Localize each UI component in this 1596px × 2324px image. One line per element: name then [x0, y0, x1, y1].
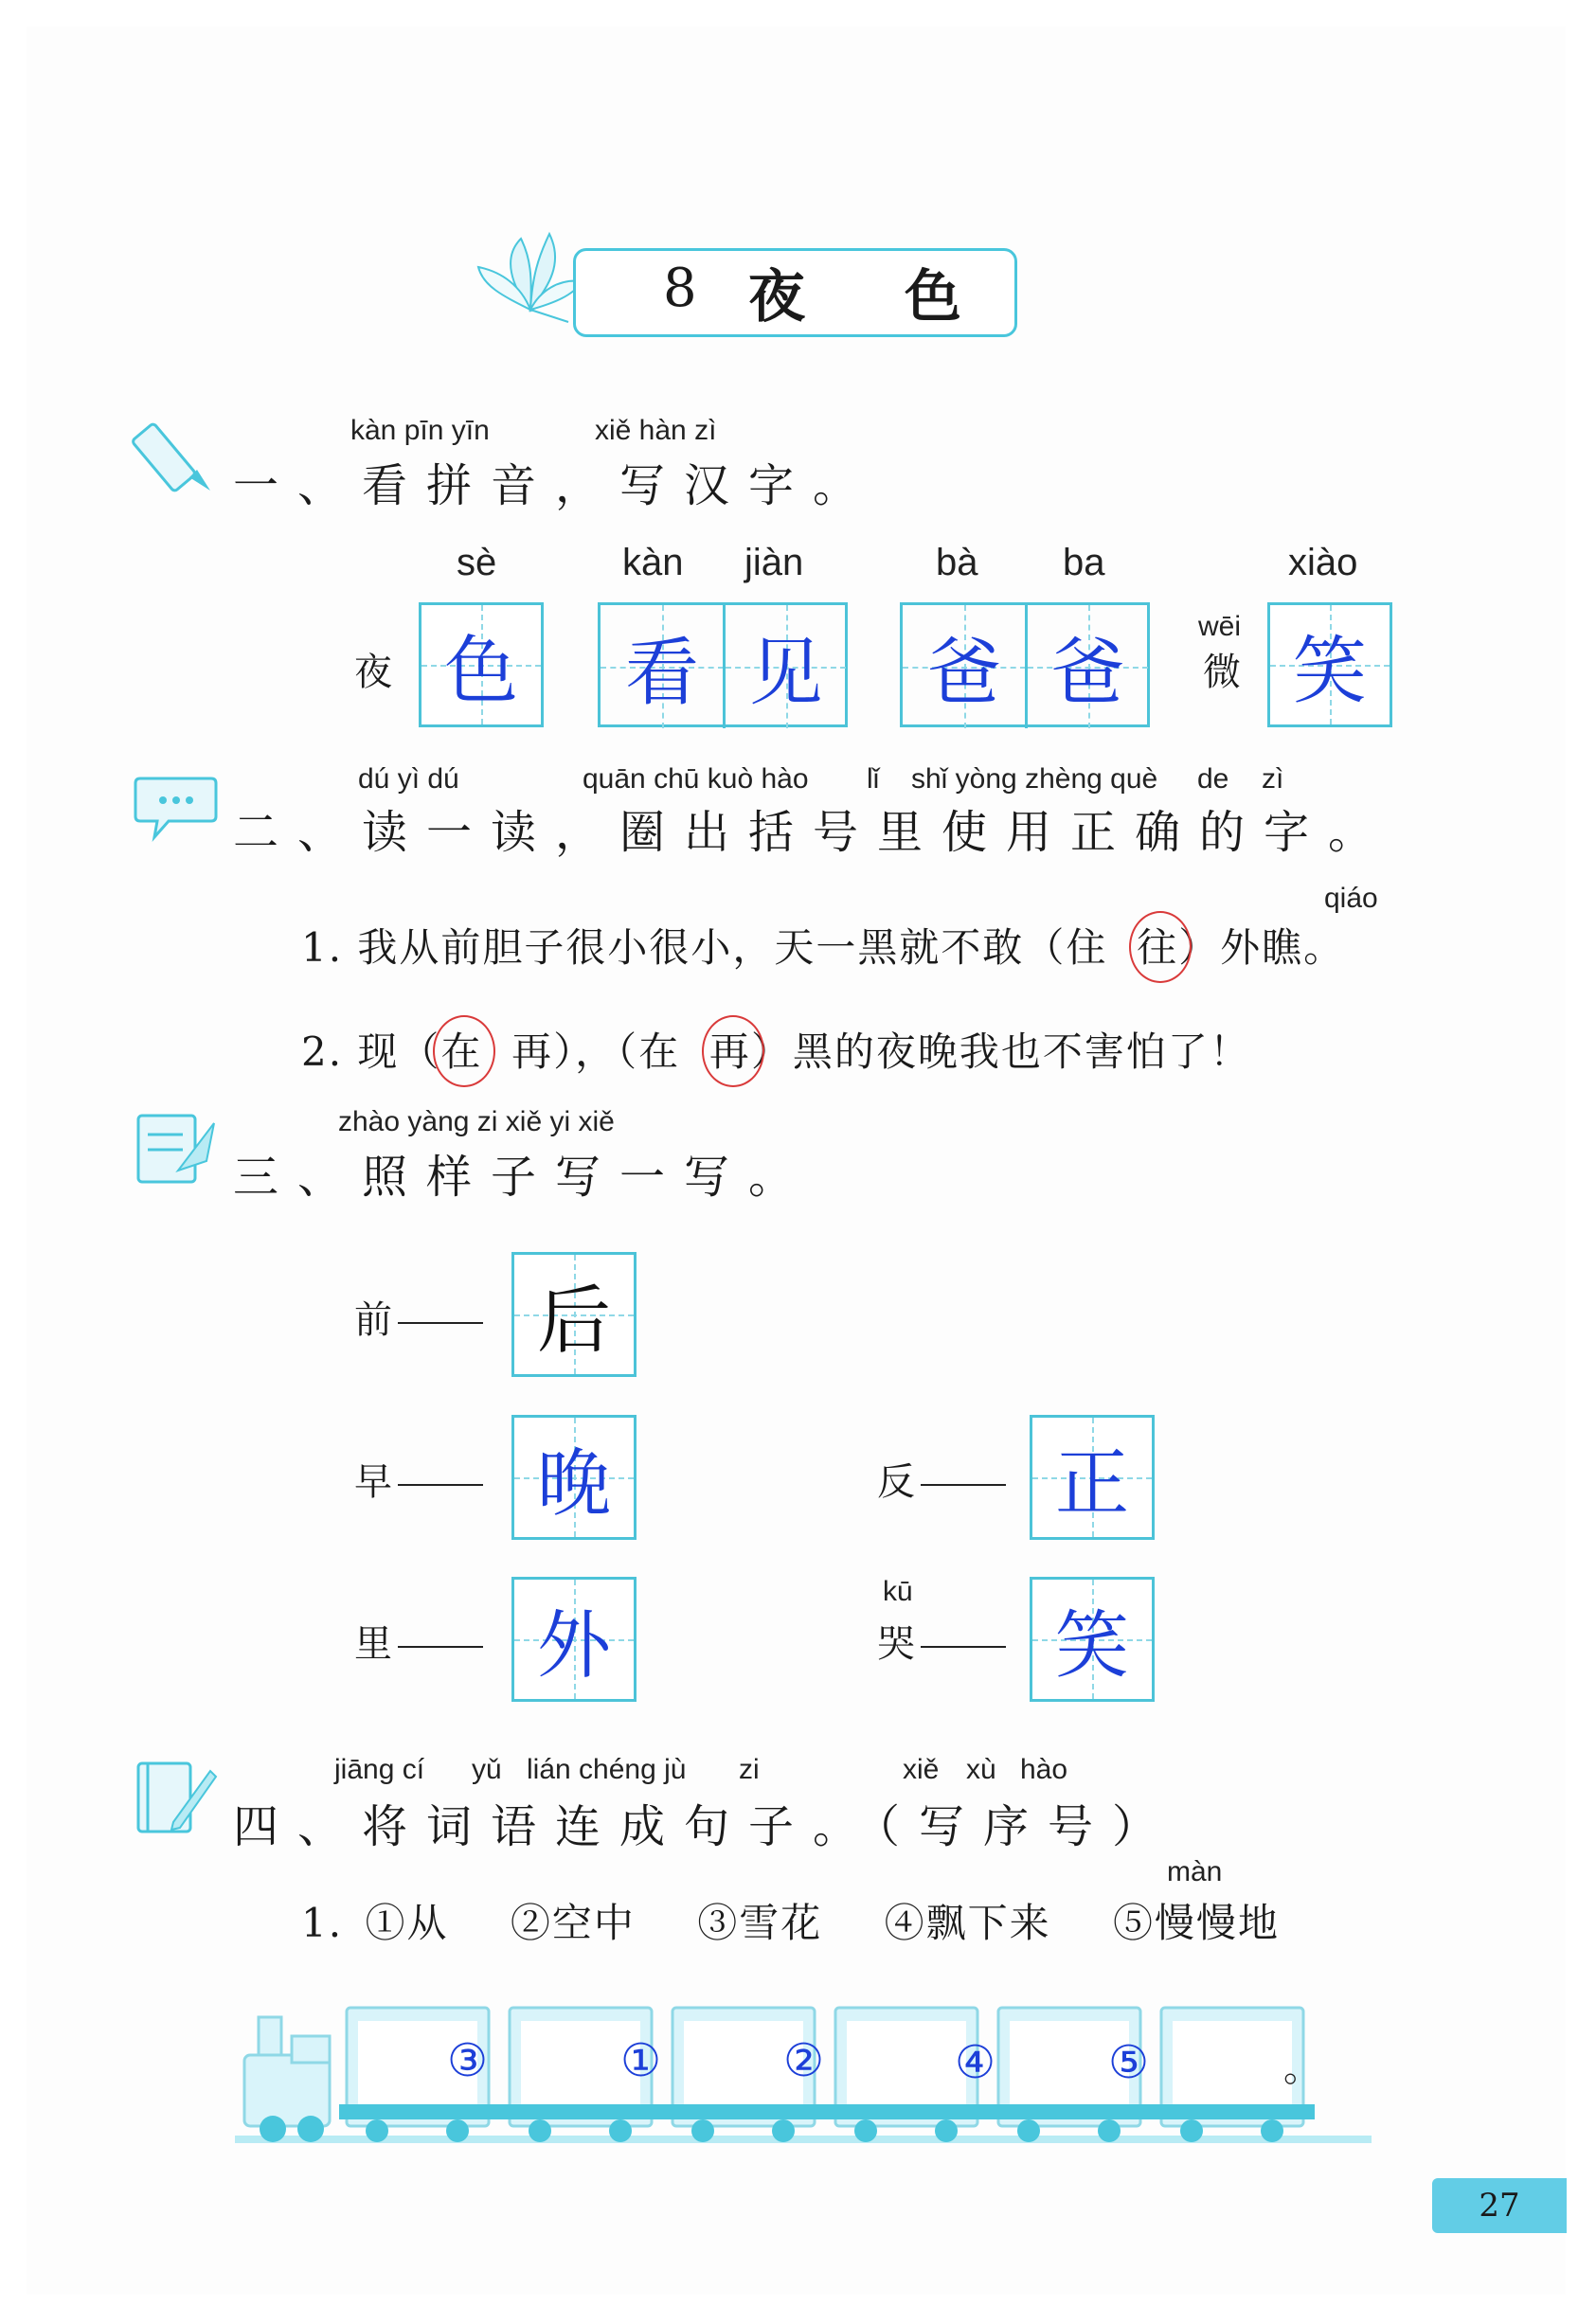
book-pen-icon	[131, 1754, 221, 1839]
grid-cell	[1025, 605, 1148, 728]
pair-left-char: 反	[877, 1460, 915, 1504]
option-zhu[interactable]: 住	[1066, 924, 1108, 971]
train-answer-2: ①	[620, 2034, 662, 2087]
s1-item4-pinyin: xiào	[1288, 542, 1358, 583]
answer-char: 色	[443, 629, 518, 714]
answer-char: 看	[624, 631, 699, 716]
s4-pinyin-c: lián chéng jù	[527, 1754, 687, 1785]
train-answer-4: ④	[955, 2036, 996, 2089]
train-answer-5: ⑤	[1108, 2036, 1150, 2089]
s1-item3-pinyin-b: ba	[1063, 542, 1105, 583]
pair-left-char: 前	[354, 1298, 392, 1342]
answer-char: 爸	[926, 631, 1001, 716]
pair-left-char: 里	[354, 1622, 392, 1666]
word-option: ②空中	[510, 1900, 636, 1946]
ku-pinyin: kū	[883, 1576, 913, 1607]
answer-char: 见	[748, 631, 823, 716]
writing-grid-double	[900, 602, 1150, 727]
option-zai-circled[interactable]: 在	[440, 1021, 482, 1078]
answer-char: 笑	[1292, 629, 1367, 714]
answer-char: 笑	[1054, 1603, 1129, 1689]
word-option: ③雪花	[697, 1900, 823, 1946]
answer-char: 正	[1054, 1441, 1129, 1527]
writing-grid-double	[598, 602, 848, 727]
writing-grid	[1030, 1577, 1155, 1702]
s4-pinyin-b: yǔ	[472, 1754, 502, 1785]
q1-text-end: ）外瞧。	[1178, 924, 1346, 971]
dash-line	[921, 1484, 1006, 1486]
q1-text: 1. 我从前胆子很小很小，天一黑就不敢（	[301, 924, 1067, 971]
s2-pinyin-a: dú yì dú	[358, 763, 459, 795]
option-zai2[interactable]: 再	[511, 1028, 554, 1075]
s2-question-2	[301, 1021, 1251, 1078]
s4-pinyin-a: jiāng cí	[334, 1754, 425, 1785]
s2-q1-pinyin: qiáo	[1324, 883, 1378, 914]
q2-text-mid: ），（	[553, 1028, 639, 1075]
grid-cell	[903, 605, 1026, 728]
pair-left	[877, 1452, 1006, 1506]
q2-text: 2. 现（	[301, 1028, 441, 1075]
s4-pinyin-e: xiě	[903, 1754, 940, 1785]
grid-cell	[723, 605, 846, 728]
s2-pinyin-d: shǐ yòng zhèng què	[911, 763, 1158, 795]
pair-left-char: 哭	[877, 1622, 915, 1666]
magnolia-icon	[474, 220, 587, 324]
s3-pinyin: zhào yàng zi xiě yi xiě	[338, 1106, 615, 1137]
option-zai3[interactable]: 在	[638, 1028, 681, 1075]
writing-grid	[511, 1252, 637, 1377]
s1-pinyin-a: kàn pīn yīn	[350, 415, 490, 446]
option-zai4-circled[interactable]: 再	[709, 1021, 751, 1078]
s2-question-1	[301, 917, 1345, 974]
answer-char: 晚	[536, 1441, 611, 1527]
dash-line	[398, 1484, 483, 1486]
s2-pinyin-e: de	[1197, 763, 1229, 795]
answer-char: 爸	[1050, 631, 1125, 716]
section4-heading: 四、将词语连成句子。（写序号）	[233, 1800, 1177, 1853]
notepad-quill-icon	[131, 1104, 221, 1189]
dash-line	[398, 1322, 483, 1324]
writing-grid	[511, 1415, 637, 1540]
s1-item1-pinyin: sè	[457, 542, 497, 583]
s2-pinyin-c: lǐ	[867, 763, 880, 795]
example-char: 后	[536, 1278, 611, 1364]
section1-heading: 一、看拼音，写汉字。	[233, 459, 878, 512]
answer-char: 外	[536, 1603, 611, 1689]
writing-grid	[1267, 602, 1392, 727]
grid-cell	[601, 605, 724, 728]
option-wang-circled[interactable]: 往	[1137, 917, 1178, 974]
man-pinyin: màn	[1167, 1856, 1223, 1887]
q-number: 1.	[301, 1900, 344, 1946]
section2-heading: 二、读一读，圈出括号里使用正确的字。	[233, 806, 1393, 859]
word-option: ④飘下来	[884, 1900, 1051, 1946]
dash-line	[398, 1646, 483, 1648]
s1-pinyin-b: xiě hàn zì	[595, 415, 717, 446]
lesson-number: 8	[663, 258, 697, 319]
pair-left	[354, 1614, 483, 1668]
page-number: 27	[1432, 2178, 1567, 2233]
q2-text-end: ）黑的夜晚我也不害怕了！	[750, 1028, 1251, 1075]
lesson-title: 夜 色	[748, 264, 1001, 331]
train-answer-1: ③	[447, 2034, 489, 2087]
section3-heading: 三、照样子写一写。	[233, 1151, 814, 1204]
s1-prefix-wei: 微	[1203, 651, 1241, 694]
pair-left	[354, 1290, 483, 1344]
pair-left	[354, 1452, 483, 1506]
s1-prefix-pinyin: wēi	[1198, 611, 1242, 642]
word-option: ①从	[365, 1900, 449, 1946]
train-period: 。	[1283, 2047, 1321, 2090]
s4-pinyin-d: zi	[739, 1754, 760, 1785]
s1-item2-pinyin-a: kàn	[622, 542, 684, 583]
s2-pinyin-b: quān chū kuò hào	[583, 763, 809, 795]
s1-item3-pinyin-a: bà	[936, 542, 978, 583]
pencil-icon	[131, 415, 221, 500]
writing-grid	[511, 1577, 637, 1702]
s4-question-1	[301, 1892, 1280, 1949]
s4-pinyin-g: hào	[1020, 1754, 1068, 1785]
writing-grid	[419, 602, 544, 727]
speech-bubble-icon	[131, 769, 221, 845]
s1-item2-pinyin-b: jiàn	[744, 542, 804, 583]
pair-left-char: 早	[354, 1460, 392, 1504]
dash-line	[921, 1646, 1006, 1648]
writing-grid	[1030, 1415, 1155, 1540]
train-answer-3: ②	[783, 2034, 825, 2087]
s4-pinyin-f: xù	[966, 1754, 996, 1785]
word-option: ⑤慢慢地	[1112, 1900, 1280, 1946]
s2-pinyin-f: zì	[1262, 763, 1284, 795]
s1-prefix-ye: 夜	[354, 651, 392, 694]
pair-left	[877, 1614, 1006, 1668]
